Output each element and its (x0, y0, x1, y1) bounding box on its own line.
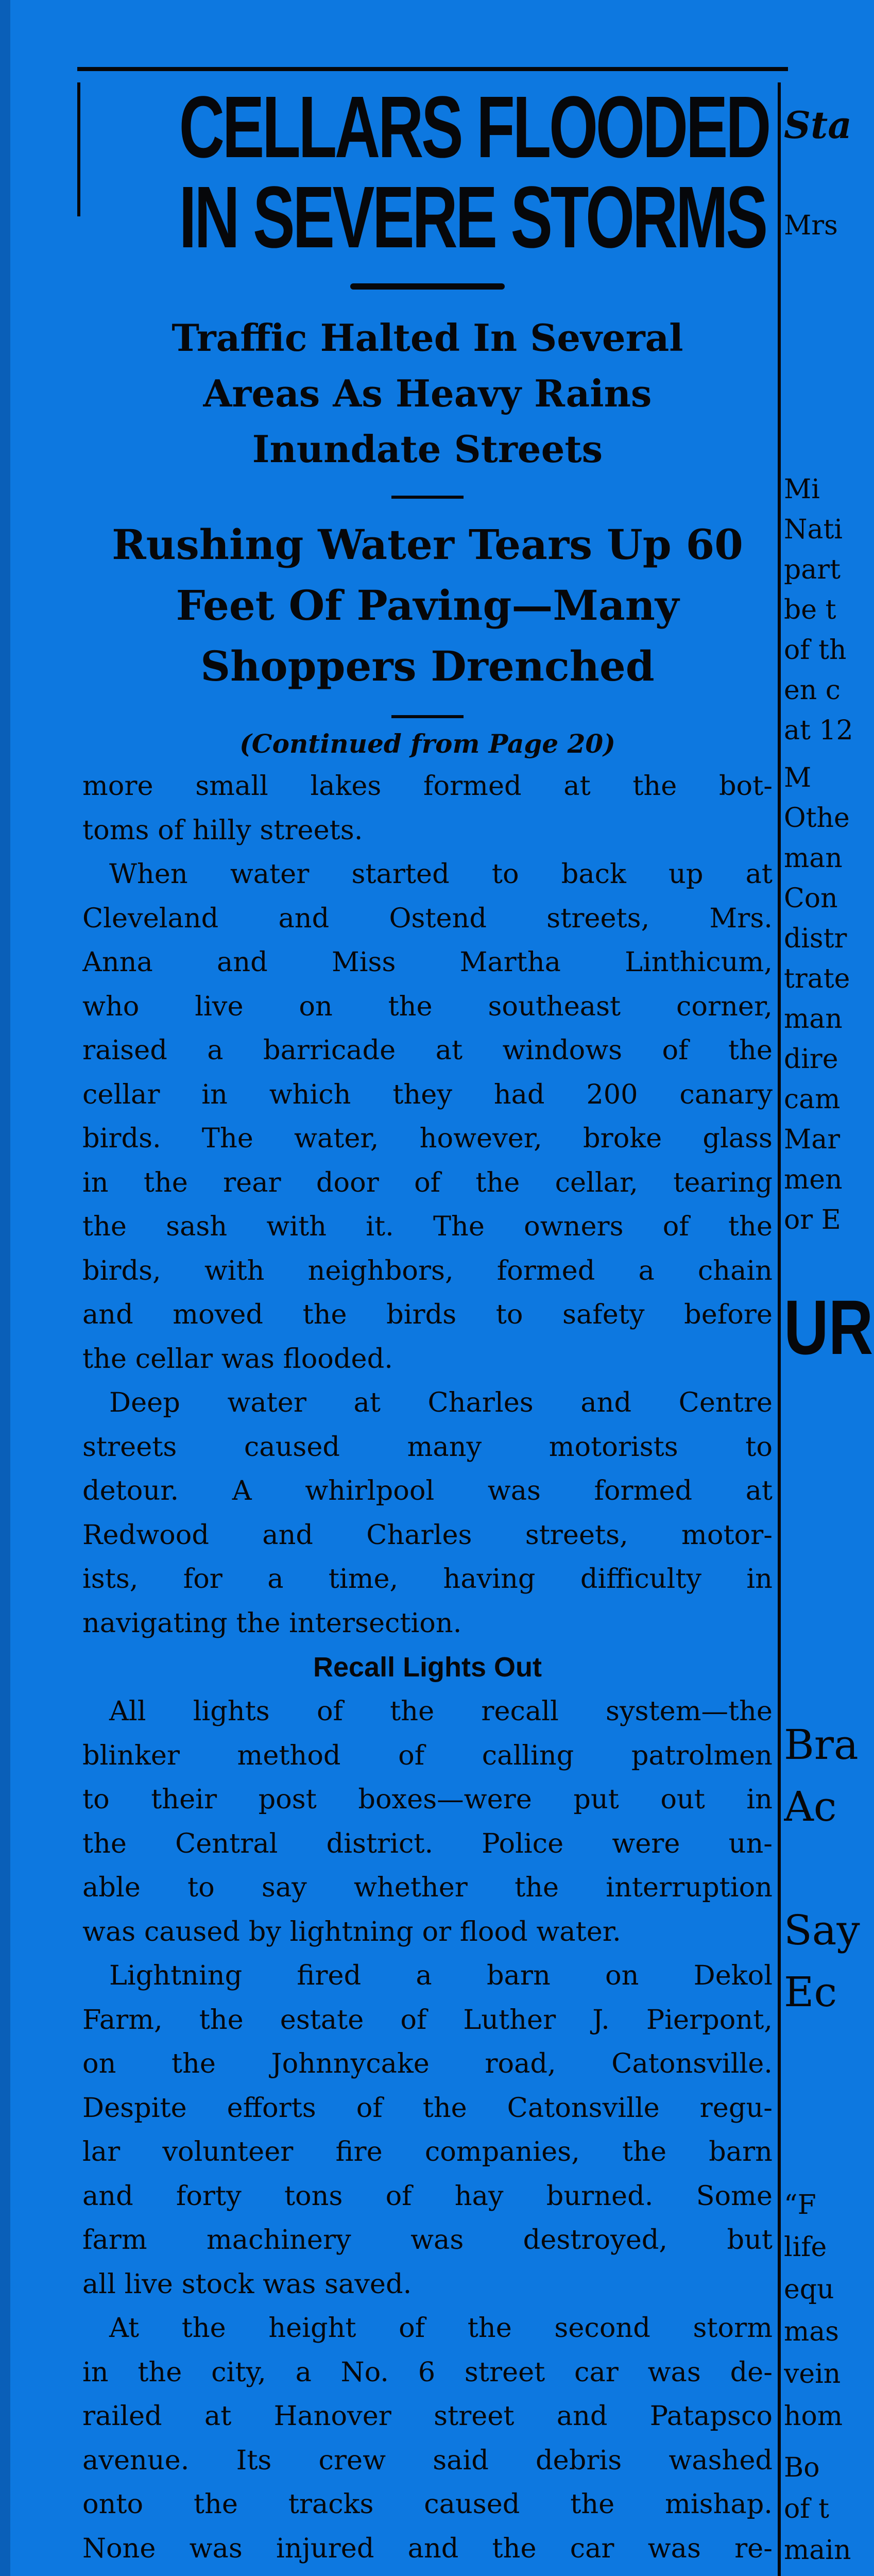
text-line: the cellar was flooded. (82, 1343, 393, 1375)
headline-line: IN SEVERE STORMS (179, 168, 766, 266)
side-fragment: Bo (784, 2452, 820, 2483)
side-fragment: mas (784, 2316, 839, 2347)
headline (179, 78, 769, 266)
side-fragment: Con (784, 883, 838, 914)
first-deck (82, 310, 773, 477)
side-fragment: vein (784, 2359, 841, 2389)
side-fragment: Ec (784, 1968, 837, 2016)
text-line: Lightning fired a barn on Dekol (109, 1960, 773, 1991)
side-fragment: at 12 (784, 715, 853, 746)
left-margin-rule (77, 82, 80, 216)
side-fragment: Othe (784, 803, 850, 834)
page-binding-edge (0, 0, 10, 2576)
deck-divider (391, 496, 464, 499)
side-fragment: of t (784, 2494, 829, 2524)
text-line: streets caused many motorists to (82, 1431, 773, 1463)
text-line: toms of hilly streets. (82, 814, 363, 846)
side-fragment: Mi (784, 474, 820, 505)
text-line: able to say whether the interruption (82, 1872, 773, 1903)
text-line: on the Johnnycake road, Catonsville. (82, 2048, 773, 2079)
side-fragment: Mrs (784, 210, 838, 241)
text-line: to their post boxes—were put out in (82, 1784, 773, 1815)
text-line: birds, with neighbors, formed a chain (82, 1255, 773, 1286)
side-fragment: or E (784, 1205, 841, 1235)
text-line: Farm, the estate of Luther J. Pierpont, (82, 2004, 773, 2036)
text-line: ists, for a time, having difficulty in (82, 1563, 773, 1595)
side-fragment: “F (784, 2190, 816, 2221)
continued-line: (Continued from Page 20) (239, 728, 615, 759)
paragraph (82, 1689, 773, 1954)
side-fragment: en c (784, 675, 841, 706)
headline-line: CELLARS FLOODED (179, 78, 769, 176)
text-line: raised a barricade at windows of the (82, 1035, 773, 1066)
side-fragment: men (784, 1164, 843, 1195)
text-line: the sash with it. The owners of the (82, 1211, 773, 1242)
text-line: Redwood and Charles streets, motor- (82, 1519, 773, 1551)
side-fragment: dire (784, 1044, 838, 1075)
text-line: more small lakes formed at the bot- (82, 770, 773, 802)
paragraph (82, 852, 773, 1381)
side-fragment: M (784, 762, 812, 793)
text-line: cellar in which they had 200 canary (82, 1078, 773, 1110)
text-line: the Central district. Police were un- (82, 1827, 773, 1859)
text-line: navigating the intersection. (82, 1607, 462, 1639)
side-fragment: UR (784, 1284, 873, 1370)
article-column (82, 78, 773, 2576)
paragraph (82, 764, 773, 852)
deck-divider (391, 715, 464, 718)
side-fragment: life (784, 2232, 827, 2263)
headline-divider (350, 283, 505, 290)
side-fragment: main (784, 2535, 851, 2566)
deck-line: Inundate Streets (252, 427, 603, 471)
text-line: When water started to back up at (109, 858, 773, 890)
side-fragment: man (784, 1004, 843, 1035)
text-line: All lights of the recall system—the (109, 1696, 773, 1727)
text-line: in the rear door of the cellar, tearing (82, 1166, 773, 1198)
side-fragment: cam (784, 1084, 841, 1115)
article-body (82, 764, 773, 2576)
text-line: onto the tracks caused the mishap. (82, 2488, 773, 2520)
side-fragment: distr (784, 923, 847, 954)
text-line: and moved the birds to safety before (82, 1299, 773, 1330)
adjacent-column-fragments (784, 82, 874, 2576)
text-line: Cleveland and Ostend streets, Mrs. (82, 902, 773, 934)
deck-line: Areas As Heavy Rains (203, 371, 652, 415)
side-fragment: part (784, 554, 841, 585)
side-fragment: trate (784, 963, 850, 994)
second-deck (82, 514, 773, 697)
top-column-rule (77, 67, 788, 71)
side-fragment: Mar (784, 1124, 841, 1155)
side-fragment: equ (784, 2274, 834, 2305)
text-line (82, 2570, 773, 2576)
text-line: At the height of the second storm (109, 2312, 773, 2344)
side-fragment: be t (784, 595, 836, 625)
text-line: birds. The water, however, broke glass (82, 1123, 773, 1154)
text-line: Deep water at Charles and Centre (109, 1387, 773, 1418)
side-fragment: hom (784, 2401, 843, 2432)
text-line: Despite efforts of the Catonsville regu- (82, 2092, 773, 2124)
side-fragment: of th (784, 635, 847, 666)
deck-line: Traffic Halted In Several (172, 316, 683, 360)
text-line: in the city, a No. 6 street car was de- (82, 2356, 773, 2388)
text-line: lar volunteer fire companies, the barn (82, 2136, 773, 2167)
deck-line: Rushing Water Tears Up 60 (112, 520, 743, 569)
text-line: railed at Hanover street and Patapsco (82, 2400, 773, 2432)
text-line: farm machinery was destroyed, but (82, 2224, 773, 2256)
side-fragment: Sta (784, 103, 852, 147)
side-fragment: Bra (784, 1721, 859, 1769)
side-fragment: man (784, 843, 843, 874)
text-line: was caused by lightning or flood water. (82, 1916, 621, 1947)
side-fragment: Nati (784, 514, 843, 545)
paragraph (82, 1381, 773, 1645)
text-line: avenue. Its crew said debris washed (82, 2444, 773, 2476)
subheading: Recall Lights Out (313, 1652, 542, 1683)
deck-line: Shoppers Drenched (200, 642, 655, 690)
text-line: who live on the southeast corner, (82, 990, 773, 1022)
text-line: None was injured and the car was re- (82, 2532, 773, 2564)
text-line: Anna and Miss Martha Linthicum, (82, 946, 773, 978)
deck-line: Feet Of Paving—Many (176, 581, 679, 630)
text-line: and forty tons of hay burned. Some (82, 2180, 773, 2212)
side-fragment: Say (784, 1906, 860, 1954)
text-line: blinker method of calling patrolmen (82, 1739, 773, 1771)
paragraph (82, 1954, 773, 2306)
text-line: detour. A whirlpool was formed at (82, 1475, 773, 1506)
text-line: all live stock was saved. (82, 2268, 412, 2300)
column-divider (778, 82, 781, 2576)
paragraph (82, 2306, 773, 2576)
side-fragment: Ac (784, 1783, 837, 1831)
